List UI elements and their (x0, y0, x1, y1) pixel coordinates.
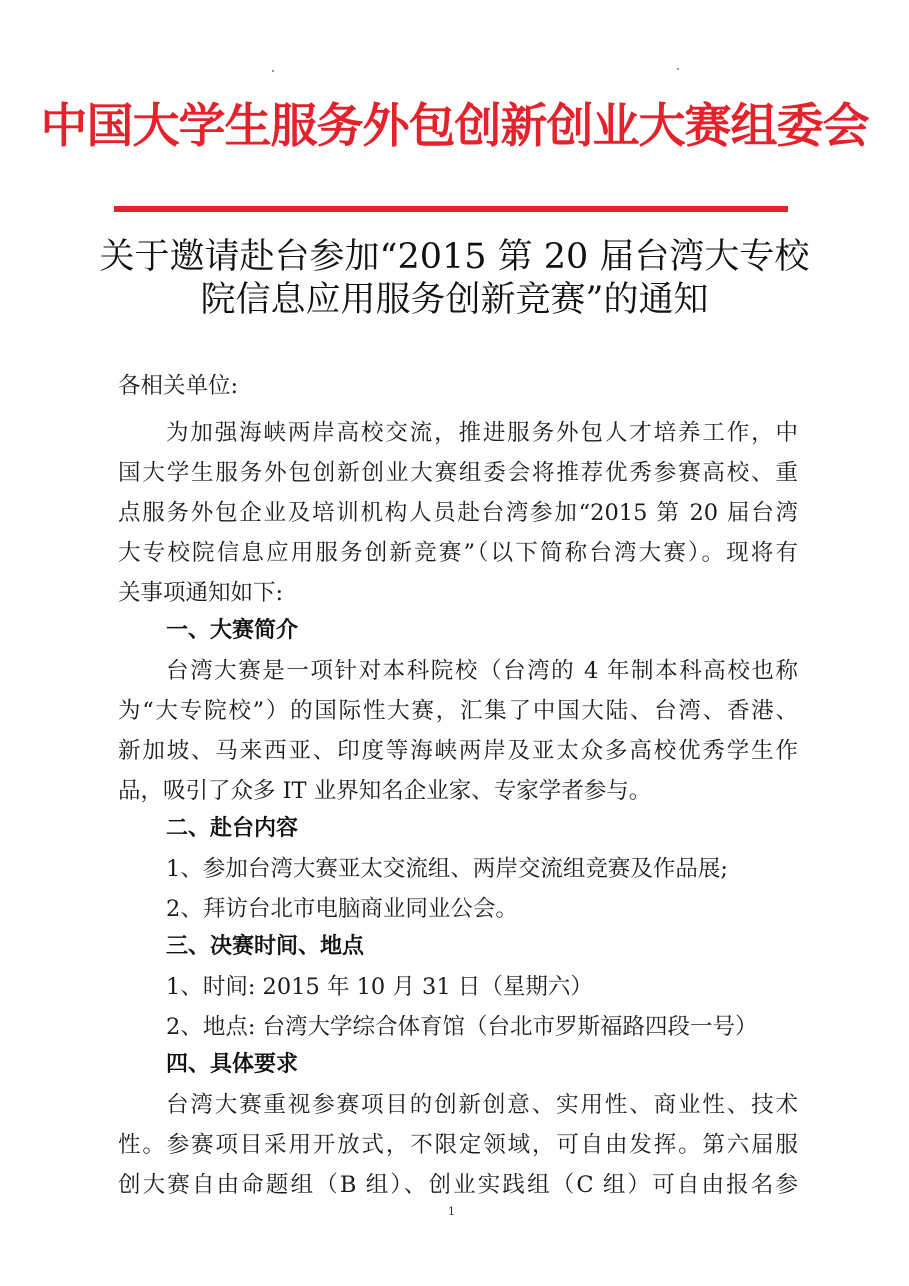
list-item: 1、参加台湾大赛亚太交流组、两岸交流组竞赛及作品展; (166, 856, 728, 882)
document-title-line-2: 院信息应用服务创新竞赛”的通知 (200, 280, 709, 320)
body-line: 性。参赛项目采用开放式，不限定领域，可自由发挥。第六届服 (118, 1132, 798, 1158)
body-line: 台湾大赛重视参赛项目的创新创意、实用性、商业性、技术 (166, 1092, 798, 1118)
section-heading-time-place: 三、决赛时间、地点 (166, 934, 365, 959)
body-line: 品，吸引了众多 IT 业界知名企业家、专家学者参与。 (118, 778, 652, 804)
body-line: 创大赛自由命题组（B 组）、创业实践组（C 组）可自由报名参 (118, 1172, 798, 1198)
section-heading-content: 二、赴台内容 (166, 816, 299, 841)
org-letterhead-title: 中国大学生服务外包创新创业大赛组委会 (40, 99, 869, 154)
body-line: 台湾大赛是一项针对本科院校（台湾的 4 年制本科高校也称 (166, 658, 798, 684)
body-line: 新加坡、马来西亚、印度等海峡两岸及亚太众多高校优秀学生作 (118, 738, 798, 764)
intro-line: 关事项通知如下: (118, 580, 284, 606)
intro-line: 为加强海峡两岸高校交流，推进服务外包人才培养工作，中 (166, 420, 798, 446)
list-item: 1、时间: 2015 年 10 月 31 日（星期六） (166, 974, 593, 1000)
list-item: 2、地点: 台湾大学综合体育馆（台北市罗斯福路四段一号） (166, 1014, 758, 1040)
page-number: 1 (448, 1205, 455, 1218)
salutation: 各相关单位: (118, 373, 239, 399)
list-item: 2、拜访台北市电脑商业同业公会。 (166, 896, 518, 922)
scan-speck (677, 68, 679, 70)
intro-line: 国大学生服务外包创新创业大赛组委会将推荐优秀参赛高校、重 (118, 460, 798, 486)
letterhead-red-rule (114, 206, 788, 212)
scan-speck (272, 70, 274, 72)
intro-line: 大专校院信息应用服务创新竞赛”（以下简称台湾大赛）。现将有 (118, 540, 798, 566)
section-heading-overview: 一、大赛简介 (166, 618, 299, 643)
document-title-line-1: 关于邀请赴台参加“2015 第 20 届台湾大专校 (99, 237, 810, 277)
body-line: 为“大专院校”）的国际性大赛，汇集了中国大陆、台湾、香港、 (118, 698, 798, 724)
section-heading-requirements: 四、具体要求 (166, 1052, 299, 1077)
intro-line: 点服务外包企业及培训机构人员赴台湾参加“2015 第 20 届台湾 (118, 500, 798, 526)
